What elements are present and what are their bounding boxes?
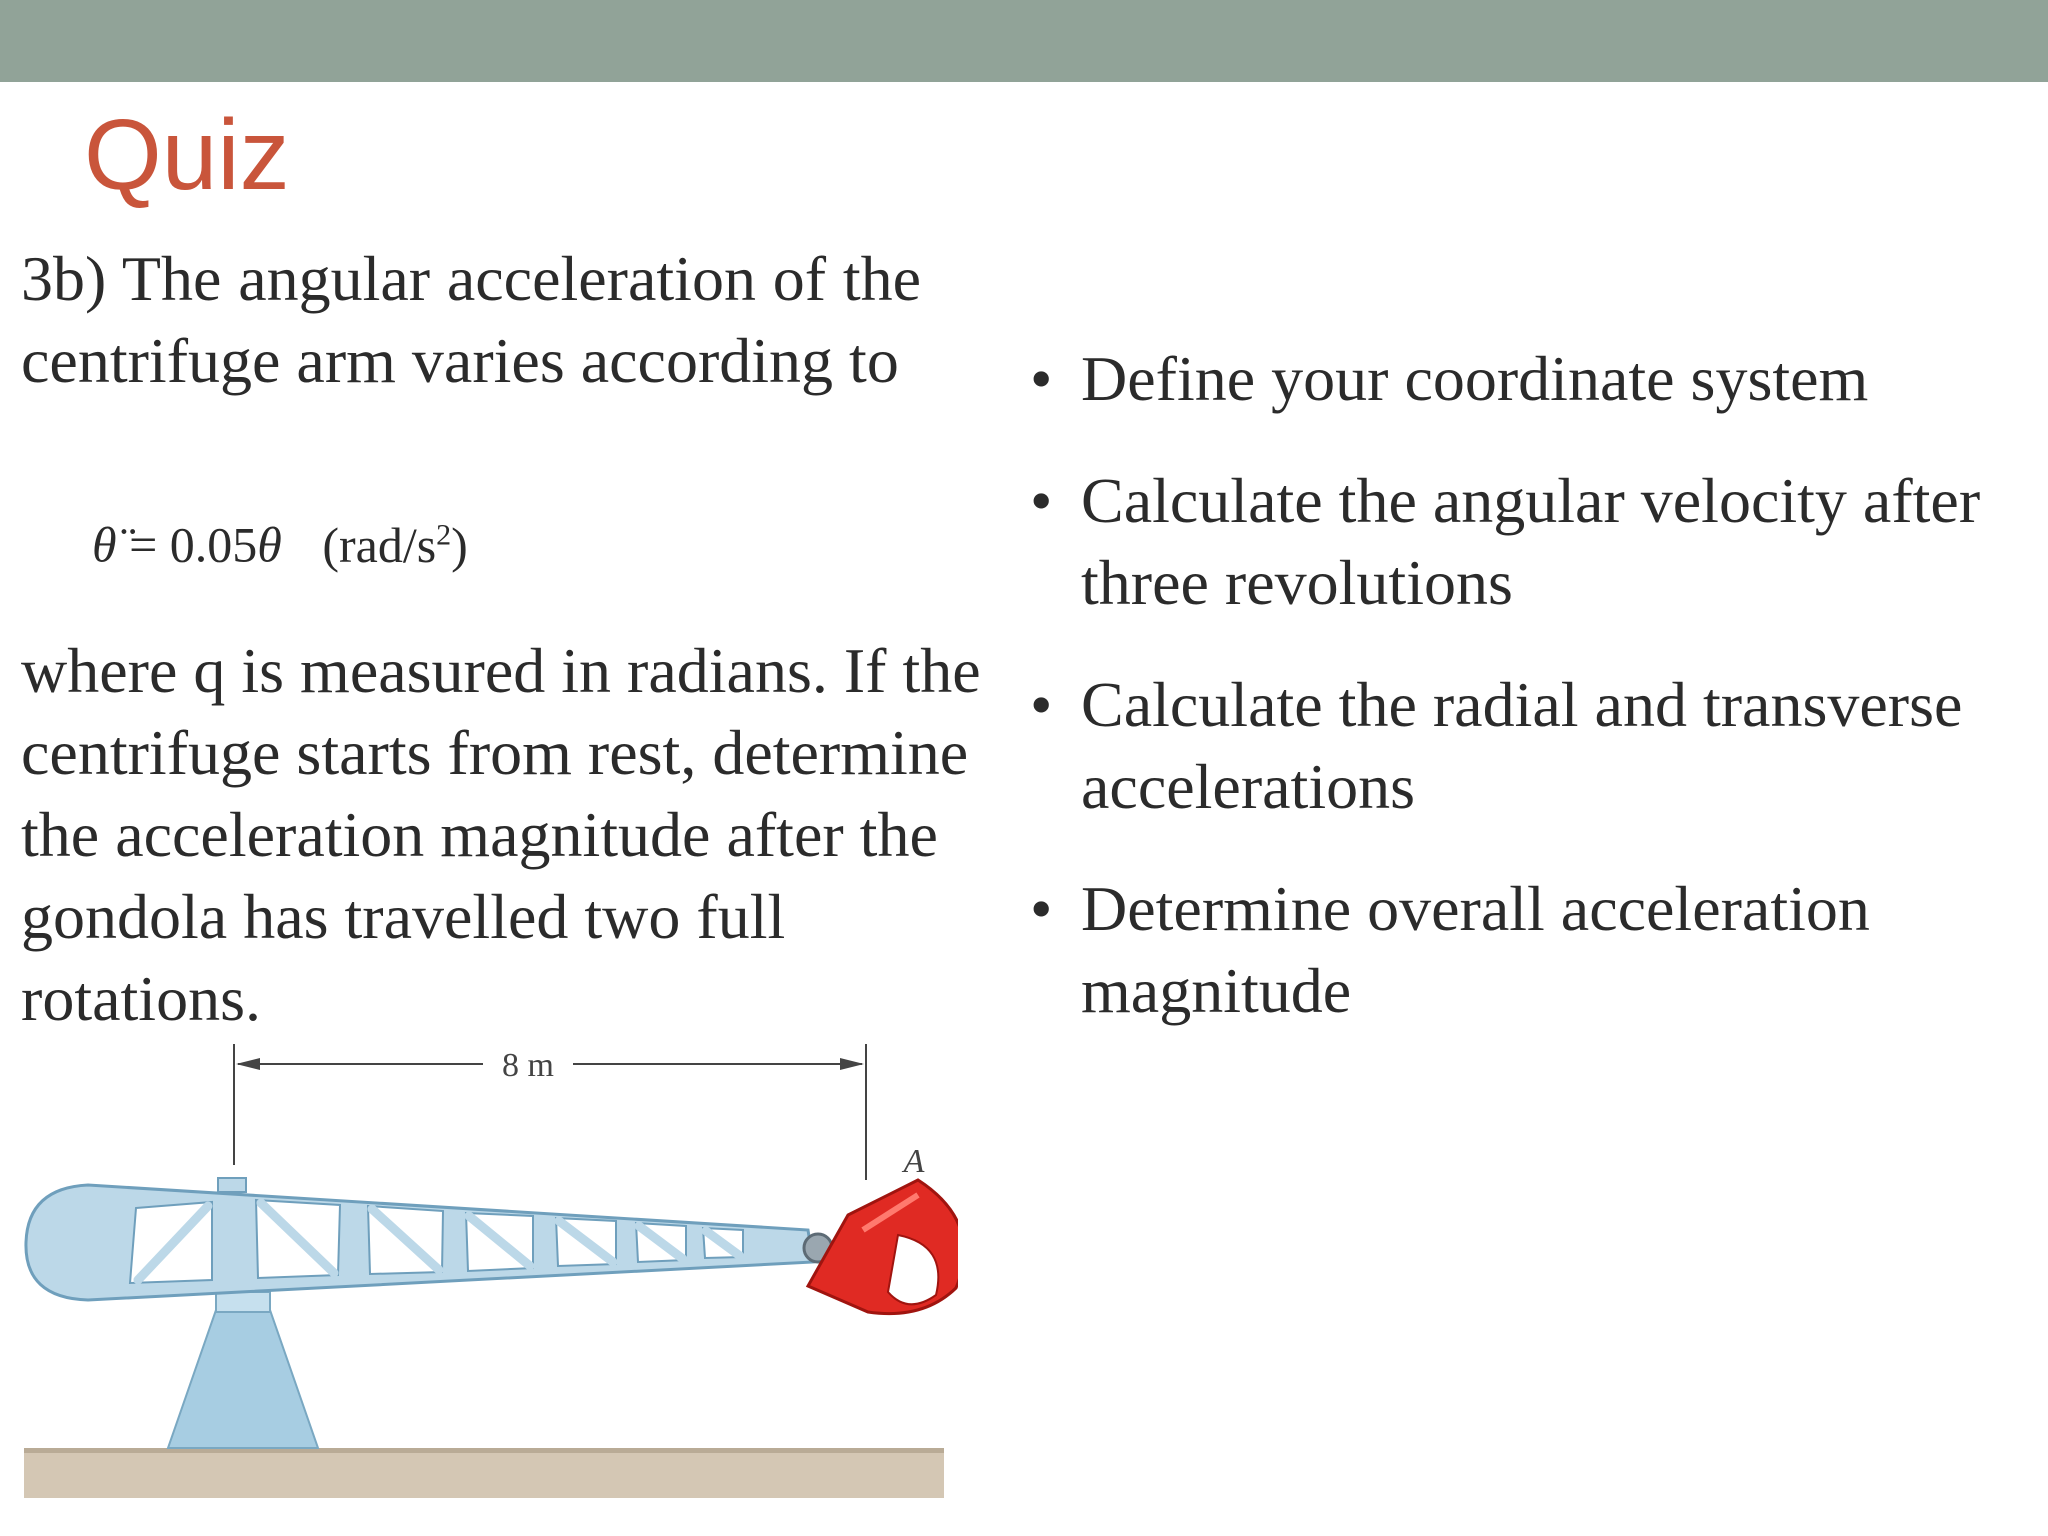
- step-item: [1030, 338, 2030, 420]
- equation-variable: θ: [257, 516, 282, 573]
- bullet-icon: •: [1030, 873, 1053, 944]
- problem-intro: 3b) The angular acceleration of the centrifuge arm varies according to: [21, 243, 921, 396]
- problem-body: where q is measured in radians. If the centrifuge starts from rest, determine the acceleration magnitude after the gondola has travelled two full rotations.: [21, 635, 981, 1034]
- ground: [24, 1448, 944, 1498]
- bullet-icon: •: [1030, 669, 1053, 740]
- equation-unit-open: (rad/s: [322, 516, 437, 573]
- equation-lhs: θ̈: [92, 516, 117, 573]
- step-text: Determine overall acceleration magnitude: [1081, 873, 1870, 1026]
- step-text: Define your coordinate system: [1081, 343, 1869, 414]
- step-item: [1030, 868, 2030, 1032]
- dimension-label: 8 m: [502, 1047, 554, 1084]
- step-text: Calculate the angular velocity after three revolutions: [1081, 465, 1981, 618]
- slide-title: Quiz: [84, 99, 290, 211]
- equation-coefficient: 0.05: [169, 516, 258, 573]
- equation: [92, 505, 468, 575]
- equation-unit: [322, 517, 468, 573]
- top-bar: [0, 0, 2048, 82]
- dimension-arrow-right: [840, 1058, 864, 1070]
- equation-unit-exponent: 2: [436, 518, 452, 551]
- gondola: [808, 1180, 958, 1314]
- point-a-label: A: [903, 1143, 925, 1180]
- steps-list: [1030, 338, 2030, 1072]
- dimension-arrow-left: [236, 1058, 260, 1070]
- step-item: [1030, 460, 2030, 624]
- bullet-icon: •: [1030, 343, 1053, 414]
- pedestal: [168, 1310, 318, 1448]
- bullet-icon: •: [1030, 465, 1053, 536]
- equation-unit-close: ): [451, 516, 468, 573]
- equation-equals: =: [129, 516, 158, 573]
- step-text: Calculate the radial and transverse accelerations: [1081, 669, 1963, 822]
- centrifuge-figure: [18, 1030, 958, 1500]
- step-item: [1030, 664, 2030, 828]
